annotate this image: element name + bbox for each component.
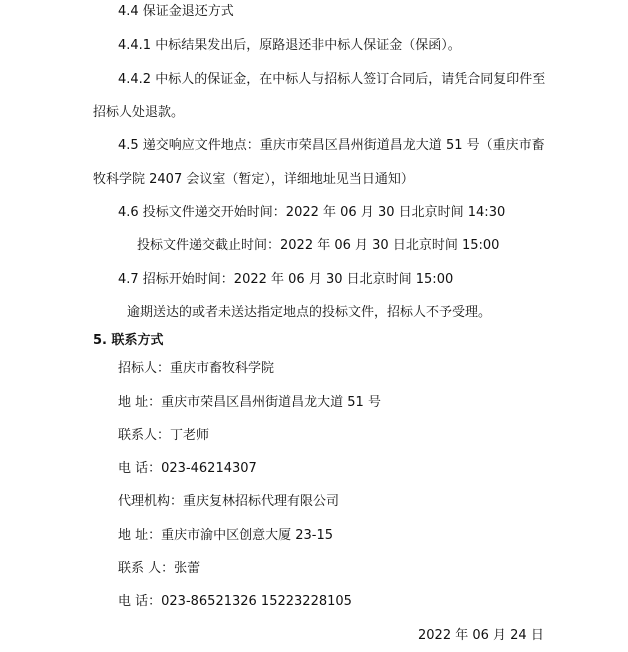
late-notice: 逾期送达的或者未送达指定地点的投标文件，招标人不予受理。 bbox=[127, 305, 492, 320]
agency-name: 代理机构：重庆复林招标代理有限公司 bbox=[118, 494, 340, 509]
agency-phone: 电 话：023-86521326 15223228105 bbox=[118, 594, 352, 609]
agency-contact: 联系 人：张蕾 bbox=[118, 561, 201, 576]
section-5-title: 5. 联系方式 bbox=[93, 333, 164, 348]
tenderer-name: 招标人：重庆市畜牧科学院 bbox=[118, 361, 275, 376]
document-date: 2022 年 06 月 24 日 bbox=[418, 628, 544, 643]
tenderer-address: 地 址：重庆市荣昌区昌州街道昌龙大道 51 号 bbox=[118, 395, 381, 410]
tenderer-contact: 联系人：丁老师 bbox=[118, 428, 210, 443]
section-4-6-end: 投标文件递交截止时间：2022 年 06 月 30 日北京时间 15:00 bbox=[137, 238, 500, 253]
tenderer-phone: 电 话：023-46214307 bbox=[118, 461, 257, 476]
section-4-7: 4.7 招标开始时间：2022 年 06 月 30 日北京时间 15:00 bbox=[118, 272, 454, 287]
section-4-4-2-line2: 招标人处退款。 bbox=[93, 105, 185, 120]
section-4-6-start: 4.6 投标文件递交开始时间：2022 年 06 月 30 日北京时间 14:30 bbox=[118, 205, 506, 220]
section-4-4-2-line1: 4.4.2 中标人的保证金，在中标人与招标人签订合同后，请凭合同复印件至 bbox=[118, 72, 546, 87]
section-4-4-1: 4.4.1 中标结果发出后，原路退还非中标人保证金（保函）。 bbox=[118, 38, 461, 53]
section-4-5-line2: 牧科学院 2407 会议室（暂定），详细地址见当日通知） bbox=[93, 172, 414, 187]
agency-address: 地 址：重庆市渝中区创意大厦 23-15 bbox=[118, 528, 334, 543]
section-4-5-line1: 4.5 递交响应文件地点：重庆市荣昌区昌州街道昌龙大道 51 号（重庆市畜 bbox=[118, 138, 545, 153]
section-4-4-title: 4.4 保证金退还方式 bbox=[118, 4, 234, 19]
